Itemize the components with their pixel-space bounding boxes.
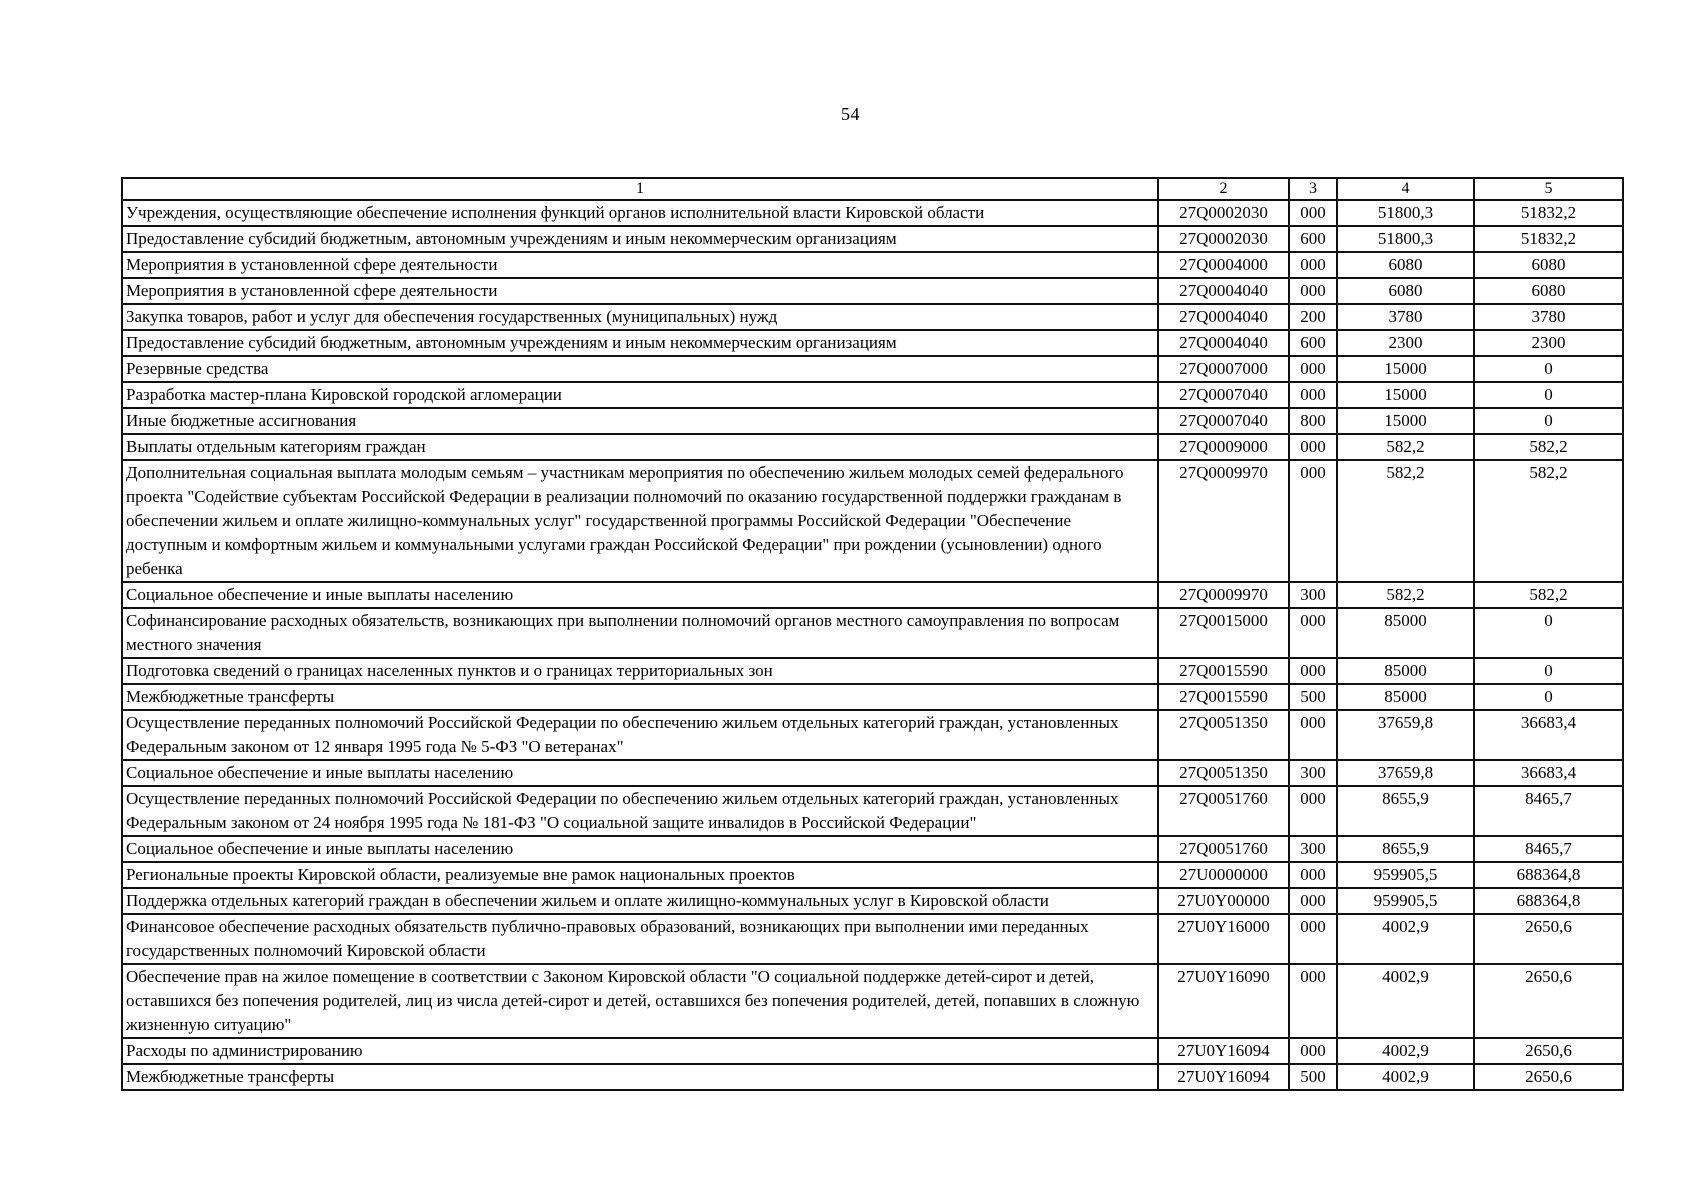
- row-sum-2: 688364,8: [1474, 862, 1623, 888]
- row-expense-type: 000: [1289, 658, 1337, 684]
- table-row: [122, 278, 1623, 304]
- row-name: Иные бюджетные ассигнования: [122, 408, 1158, 434]
- row-name: Учреждения, осуществляющие обеспечение исполнения функций органов исполнительной власти Кировской области: [122, 200, 1158, 226]
- column-header-sum-2: 5: [1474, 178, 1623, 200]
- row-expense-type: 000: [1289, 964, 1337, 1038]
- row-target-code: 27Q0051760: [1158, 786, 1289, 836]
- row-expense-type: 300: [1289, 836, 1337, 862]
- row-name: Осуществление переданных полномочий Российской Федерации по обеспечению жильем отдельных категорий граждан, установленных Федеральным законом от 12 января 1995 года № 5-ФЗ "О ветеранах": [122, 710, 1158, 760]
- row-sum-1: 8655,9: [1337, 836, 1474, 862]
- row-sum-2: 0: [1474, 356, 1623, 382]
- row-sum-2: 688364,8: [1474, 888, 1623, 914]
- table-row: [122, 582, 1623, 608]
- table-row: [122, 434, 1623, 460]
- row-name: Дополнительная социальная выплата молодым семьям – участникам мероприятия по обеспечению жильем молодых семей федерального проекта "Содействие субъектам Российской Федерации в реализации полномочий по оказанию государственной поддержки гражданам в обеспечении жильем и оплате жилищно-коммунальных услуг" государственной программы Российской Федерации "Обеспечение доступным и комфортным жильем и коммунальными услугами граждан Российской Федерации" при рождении (усыновлении) одного ребенка: [122, 460, 1158, 582]
- row-expense-type: 000: [1289, 914, 1337, 964]
- row-sum-1: 4002,9: [1337, 1038, 1474, 1064]
- table-row: [122, 710, 1623, 760]
- row-sum-1: 582,2: [1337, 434, 1474, 460]
- row-name: Осуществление переданных полномочий Российской Федерации по обеспечению жильем отдельных категорий граждан, установленных Федеральным законом от 24 ноября 1995 года № 181-ФЗ "О социальной защите инвалидов в Российской Федерации": [122, 786, 1158, 836]
- row-name: Предоставление субсидий бюджетным, автономным учреждениям и иным некоммерческим организациям: [122, 226, 1158, 252]
- row-sum-2: 3780: [1474, 304, 1623, 330]
- table-row: [122, 356, 1623, 382]
- row-sum-1: 6080: [1337, 252, 1474, 278]
- table-row: [122, 608, 1623, 658]
- row-sum-1: 959905,5: [1337, 862, 1474, 888]
- row-sum-1: 37659,8: [1337, 710, 1474, 760]
- row-name: Мероприятия в установленной сфере деятельности: [122, 278, 1158, 304]
- row-sum-1: 85000: [1337, 608, 1474, 658]
- row-target-code: 27Q0007040: [1158, 408, 1289, 434]
- row-name: Региональные проекты Кировской области, реализуемые вне рамок национальных проектов: [122, 862, 1158, 888]
- table-row: [122, 836, 1623, 862]
- table-row: [122, 964, 1623, 1038]
- row-sum-1: 4002,9: [1337, 1064, 1474, 1090]
- column-header-code: 2: [1158, 178, 1289, 200]
- header-row: [122, 178, 1623, 200]
- row-name: Подготовка сведений о границах населенных пунктов и о границах территориальных зон: [122, 658, 1158, 684]
- row-sum-2: 36683,4: [1474, 760, 1623, 786]
- table-row: [122, 1038, 1623, 1064]
- row-sum-2: 36683,4: [1474, 710, 1623, 760]
- table-row: [122, 200, 1623, 226]
- table-row: [122, 888, 1623, 914]
- row-expense-type: 000: [1289, 1038, 1337, 1064]
- row-sum-2: 2650,6: [1474, 1064, 1623, 1090]
- row-target-code: 27Q0015590: [1158, 658, 1289, 684]
- row-sum-2: 0: [1474, 608, 1623, 658]
- table-row: [122, 786, 1623, 836]
- row-target-code: 27Q0004040: [1158, 304, 1289, 330]
- row-sum-1: 2300: [1337, 330, 1474, 356]
- row-target-code: 27Q0002030: [1158, 226, 1289, 252]
- row-sum-1: 582,2: [1337, 582, 1474, 608]
- row-sum-1: 8655,9: [1337, 786, 1474, 836]
- row-name: Расходы по администрированию: [122, 1038, 1158, 1064]
- row-expense-type: 000: [1289, 382, 1337, 408]
- row-sum-1: 15000: [1337, 408, 1474, 434]
- row-target-code: 27Q0051350: [1158, 760, 1289, 786]
- row-sum-2: 2650,6: [1474, 964, 1623, 1038]
- row-target-code: 27Q0009000: [1158, 434, 1289, 460]
- row-sum-2: 6080: [1474, 252, 1623, 278]
- row-sum-2: 8465,7: [1474, 786, 1623, 836]
- row-sum-1: 4002,9: [1337, 964, 1474, 1038]
- page-number: 54: [841, 104, 860, 124]
- table-row: [122, 408, 1623, 434]
- row-sum-1: 3780: [1337, 304, 1474, 330]
- row-name: Финансовое обеспечение расходных обязательств публично-правовых образований, возникающих при выполнении ими переданных государственных полномочий Кировской области: [122, 914, 1158, 964]
- table-row: [122, 382, 1623, 408]
- table-row: [122, 760, 1623, 786]
- row-target-code: 27Q0004040: [1158, 330, 1289, 356]
- row-target-code: 27Q0015590: [1158, 684, 1289, 710]
- row-sum-2: 2650,6: [1474, 914, 1623, 964]
- row-sum-1: 85000: [1337, 684, 1474, 710]
- row-target-code: 27Q0004040: [1158, 278, 1289, 304]
- row-name: Межбюджетные трансферты: [122, 684, 1158, 710]
- row-expense-type: 500: [1289, 1064, 1337, 1090]
- table-row: [122, 1064, 1623, 1090]
- row-target-code: 27U0Y16094: [1158, 1064, 1289, 1090]
- row-expense-type: 000: [1289, 356, 1337, 382]
- row-expense-type: 000: [1289, 278, 1337, 304]
- row-target-code: 27U0Y16094: [1158, 1038, 1289, 1064]
- row-sum-1: 6080: [1337, 278, 1474, 304]
- row-sum-2: 6080: [1474, 278, 1623, 304]
- row-name: Софинансирование расходных обязательств, возникающих при выполнении полномочий органов местного самоуправления по вопросам местного значения: [122, 608, 1158, 658]
- row-expense-type: 000: [1289, 460, 1337, 582]
- table-row: [122, 684, 1623, 710]
- row-sum-1: 51800,3: [1337, 226, 1474, 252]
- row-sum-2: 582,2: [1474, 434, 1623, 460]
- column-header-name: 1: [122, 178, 1158, 200]
- row-target-code: 27U0Y16090: [1158, 964, 1289, 1038]
- row-name: Мероприятия в установленной сфере деятельности: [122, 252, 1158, 278]
- row-expense-type: 300: [1289, 760, 1337, 786]
- row-target-code: 27U0000000: [1158, 862, 1289, 888]
- row-expense-type: 200: [1289, 304, 1337, 330]
- row-sum-1: 582,2: [1337, 460, 1474, 582]
- row-name: Социальное обеспечение и иные выплаты населению: [122, 836, 1158, 862]
- row-sum-2: 8465,7: [1474, 836, 1623, 862]
- row-name: Межбюджетные трансферты: [122, 1064, 1158, 1090]
- row-expense-type: 000: [1289, 888, 1337, 914]
- row-name: Резервные средства: [122, 356, 1158, 382]
- row-expense-type: 600: [1289, 330, 1337, 356]
- row-sum-2: 51832,2: [1474, 226, 1623, 252]
- row-expense-type: 600: [1289, 226, 1337, 252]
- row-name: Социальное обеспечение и иные выплаты населению: [122, 760, 1158, 786]
- row-sum-2: 0: [1474, 684, 1623, 710]
- row-expense-type: 000: [1289, 200, 1337, 226]
- row-sum-2: 582,2: [1474, 460, 1623, 582]
- table-row: [122, 658, 1623, 684]
- row-target-code: 27Q0009970: [1158, 460, 1289, 582]
- column-header-sum-1: 4: [1337, 178, 1474, 200]
- budget-table: [121, 177, 1624, 1091]
- row-name: Обеспечение прав на жилое помещение в соответствии с Законом Кировской области "О социальной поддержке детей-сирот и детей, оставшихся без попечения родителей, лиц из числа детей-сирот и детей, оставшихся без попечения родителей, детей, попавших в сложную жизненную ситуацию": [122, 964, 1158, 1038]
- table-row: [122, 304, 1623, 330]
- row-target-code: 27Q0051760: [1158, 836, 1289, 862]
- row-sum-1: 4002,9: [1337, 914, 1474, 964]
- row-expense-type: 300: [1289, 582, 1337, 608]
- row-target-code: 27Q0009970: [1158, 582, 1289, 608]
- row-sum-1: 15000: [1337, 382, 1474, 408]
- row-target-code: 27Q0007000: [1158, 356, 1289, 382]
- column-header-type: 3: [1289, 178, 1337, 200]
- table-row: [122, 914, 1623, 964]
- row-target-code: 27U0Y16000: [1158, 914, 1289, 964]
- row-sum-2: 582,2: [1474, 582, 1623, 608]
- row-sum-1: 85000: [1337, 658, 1474, 684]
- row-name: Социальное обеспечение и иные выплаты населению: [122, 582, 1158, 608]
- table-row: [122, 862, 1623, 888]
- row-sum-1: 51800,3: [1337, 200, 1474, 226]
- row-sum-1: 959905,5: [1337, 888, 1474, 914]
- row-sum-2: 0: [1474, 658, 1623, 684]
- row-expense-type: 000: [1289, 252, 1337, 278]
- row-sum-2: 0: [1474, 382, 1623, 408]
- table-row: [122, 460, 1623, 582]
- row-name: Предоставление субсидий бюджетным, автономным учреждениям и иным некоммерческим организациям: [122, 330, 1158, 356]
- row-target-code: 27Q0002030: [1158, 200, 1289, 226]
- row-expense-type: 000: [1289, 786, 1337, 836]
- row-expense-type: 000: [1289, 608, 1337, 658]
- table-body: [122, 200, 1623, 1090]
- row-sum-1: 15000: [1337, 356, 1474, 382]
- row-name: Поддержка отдельных категорий граждан в обеспечении жильем и оплате жилищно-коммунальных услуг в Кировской области: [122, 888, 1158, 914]
- row-name: Закупка товаров, работ и услуг для обеспечения государственных (муниципальных) нужд: [122, 304, 1158, 330]
- row-expense-type: 500: [1289, 684, 1337, 710]
- row-expense-type: 000: [1289, 710, 1337, 760]
- table-row: [122, 226, 1623, 252]
- row-sum-2: 51832,2: [1474, 200, 1623, 226]
- row-sum-2: 2650,6: [1474, 1038, 1623, 1064]
- row-name: Разработка мастер-плана Кировской городской агломерации: [122, 382, 1158, 408]
- row-expense-type: 000: [1289, 862, 1337, 888]
- row-target-code: 27Q0004000: [1158, 252, 1289, 278]
- table-row: [122, 252, 1623, 278]
- row-expense-type: 800: [1289, 408, 1337, 434]
- row-target-code: 27Q0007040: [1158, 382, 1289, 408]
- row-target-code: 27Q0051350: [1158, 710, 1289, 760]
- row-target-code: 27Q0015000: [1158, 608, 1289, 658]
- table-row: [122, 330, 1623, 356]
- row-sum-2: 0: [1474, 408, 1623, 434]
- row-sum-1: 37659,8: [1337, 760, 1474, 786]
- row-name: Выплаты отдельным категориям граждан: [122, 434, 1158, 460]
- row-target-code: 27U0Y00000: [1158, 888, 1289, 914]
- row-sum-2: 2300: [1474, 330, 1623, 356]
- row-expense-type: 000: [1289, 434, 1337, 460]
